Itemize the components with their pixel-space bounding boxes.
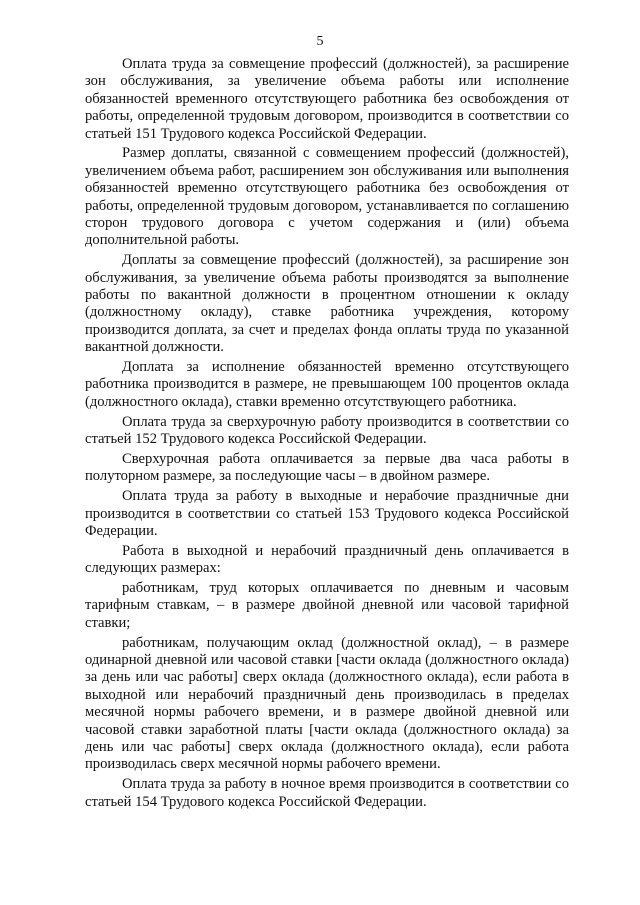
paragraph-night-work-pay: Оплата труда за работу в ночное время производится в соответствии со статьей 154 Трудового кодекса Российской Федерации. [85, 776, 569, 810]
paragraph-supplement-size: Размер доплаты, связанной с совмещением профессий (должностей), увеличением объема работ, расширением зон обслуживания или выполнения обязанностей временно отсутствующего работника без освобождения от работы, определенной трудовым договором, устанавливается по соглашению сторон трудового договора с учетом содержания и (или) объема дополнительной работы. [85, 145, 569, 249]
document-body [85, 56, 569, 813]
paragraph-overtime-rates: Сверхурочная работа оплачивается за первые два часа работы в полуторном размере, за последующие часы – в двойном размере. [85, 450, 569, 485]
paragraph-weekend-pay-amounts: Работа в выходной и нерабочий праздничный день оплачивается в следующих размерах: [85, 542, 569, 577]
paragraph-hourly-workers: работникам, труд которых оплачивается по дневным и часовым тарифным ставкам, – в размере двойной дневной или часовой тарифной ставки; [85, 579, 569, 631]
paragraph-absent-worker-supplement: Доплата за исполнение обязанностей временно отсутствующего работника производится в размере, не превышающем 100 процентов оклада (должностного оклада), ставки временно отсутствующего работника. [85, 359, 569, 410]
paragraph-salaried-workers: работникам, получающим оклад (должностной оклад), – в размере одинарной дневной или часовой ставки [части оклада (должностного оклада) за день или час работы] сверх оклада (должностного оклада), если работа в выходной или нерабочий праздничный день производилась в пределах месячной нормы рабочего времени, и в размере двойной дневной или часовой ставки заработной платы [части оклада (должностного оклада) за день или час работы] сверх оклада (должностного оклада), если работа производилась сверх месячной нормы рабочего времени. [85, 634, 569, 773]
paragraph-combined-duties: Оплата труда за совмещение профессий (должностей), за расширение зон обслуживания, за увеличение объема работы или исполнение обязанностей временного отсутствующего работника без освобождения от работы, определенной трудовым договором, производится в соответствии со статьей 151 Трудового кодекса Российской Федерации. [85, 56, 569, 142]
page-number: 5 [316, 34, 324, 49]
paragraph-weekend-pay: Оплата труда за работу в выходные и нерабочие праздничные дни производится в соответствии со статьей 153 Трудового кодекса Российской Федерации. [85, 488, 569, 539]
paragraph-vacant-position-supplements: Доплаты за совмещение профессий (должностей), за расширение зон обслуживания, за увеличение объема работы производятся за выполнение работы по вакантной должности в процентном отношении к окладу (должностному окладу), ставке работника учреждения, которому производится доплата, за счет и пределах фонда оплаты труда по указанной вакантной должности. [85, 252, 569, 356]
paragraph-overtime-pay: Оплата труда за сверхурочную работу производится в соответствии со статьей 152 Трудового кодекса Российской Федерации. [85, 413, 569, 448]
